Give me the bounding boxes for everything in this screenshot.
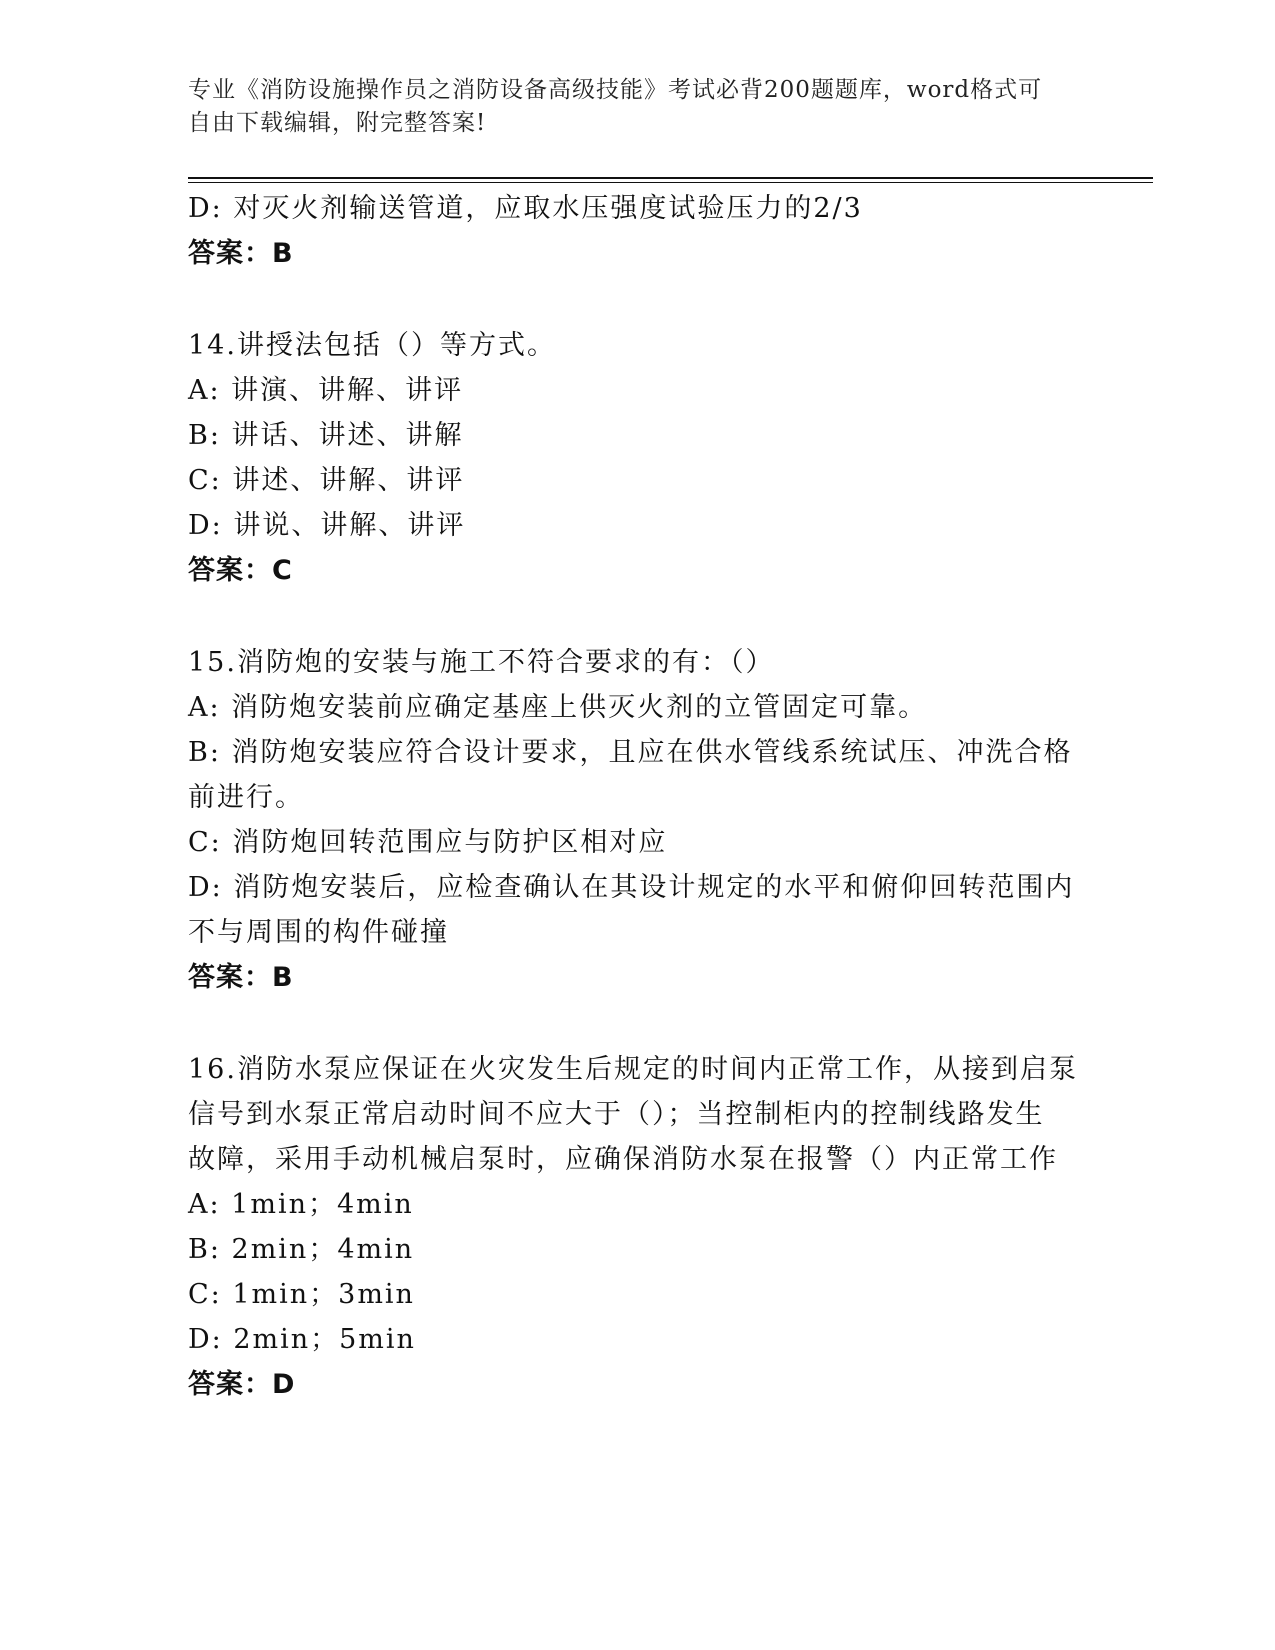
q15-answer: 答案：B bbox=[188, 962, 294, 993]
question-content bbox=[188, 186, 1078, 1407]
spacer bbox=[188, 593, 1078, 640]
q15-option-a: A: 消防炮安装前应确定基座上供灭火剂的立管固定可靠。 bbox=[188, 692, 928, 723]
question-16 bbox=[188, 1047, 1078, 1407]
q16-answer: 答案：D bbox=[188, 1369, 296, 1400]
header-divider-thin bbox=[188, 182, 1153, 183]
q16-stem-line-1: 16.消防水泵应保证在火灾发生后规定的时间内正常工作，从接到启泵 bbox=[188, 1054, 1078, 1085]
q14-answer: 答案：C bbox=[188, 555, 293, 586]
q15-option-b-line-2: 前进行。 bbox=[188, 782, 304, 813]
q16-option-a: A: 1min；4min bbox=[188, 1189, 414, 1220]
question-13-tail bbox=[188, 186, 1078, 276]
spacer bbox=[188, 276, 1078, 323]
header-divider-thick bbox=[188, 177, 1153, 179]
page-header bbox=[188, 74, 1068, 140]
question-14 bbox=[188, 323, 1078, 593]
q15-option-d-line-2: 不与周围的构件碰撞 bbox=[188, 917, 449, 948]
q14-option-b: B: 讲话、讲述、讲解 bbox=[188, 420, 464, 451]
header-title-line-2: 自由下载编辑，附完整答案! bbox=[188, 110, 487, 136]
q14-stem: 14.讲授法包括（）等方式。 bbox=[188, 330, 556, 361]
q15-option-b-line-1: B: 消防炮安装应符合设计要求，且应在供水管线系统试压、冲洗合格 bbox=[188, 737, 1073, 768]
question-15 bbox=[188, 640, 1078, 1000]
q15-option-d-line-1: D: 消防炮安装后，应检查确认在其设计规定的水平和俯仰回转范围内 bbox=[188, 872, 1075, 903]
spacer bbox=[188, 1000, 1078, 1047]
q15-stem: 15.消防炮的安装与施工不符合要求的有：（） bbox=[188, 647, 775, 678]
q16-stem-line-2: 信号到水泵正常启动时间不应大于（）；当控制柜内的控制线路发生 bbox=[188, 1099, 1045, 1130]
q13-answer: 答案：B bbox=[188, 238, 294, 269]
q14-option-d: D: 讲说、讲解、讲评 bbox=[188, 510, 466, 541]
q16-option-c: C: 1min；3min bbox=[188, 1279, 415, 1310]
q16-option-d: D: 2min；5min bbox=[188, 1324, 416, 1355]
q14-option-c: C: 讲述、讲解、讲评 bbox=[188, 465, 465, 496]
q13-option-d: D: 对灭火剂输送管道，应取水压强度试验压力的2/3 bbox=[188, 193, 863, 224]
q15-option-c: C: 消防炮回转范围应与防护区相对应 bbox=[188, 827, 668, 858]
q16-option-b: B: 2min；4min bbox=[188, 1234, 415, 1265]
q16-stem-line-3: 故障，采用手动机械启泵时，应确保消防水泵在报警（）内正常工作 bbox=[188, 1144, 1058, 1175]
header-title-line-1: 专业《消防设施操作员之消防设备高级技能》考试必背200题题库，word格式可 bbox=[188, 77, 1043, 103]
q14-option-a: A: 讲演、讲解、讲评 bbox=[188, 375, 464, 406]
